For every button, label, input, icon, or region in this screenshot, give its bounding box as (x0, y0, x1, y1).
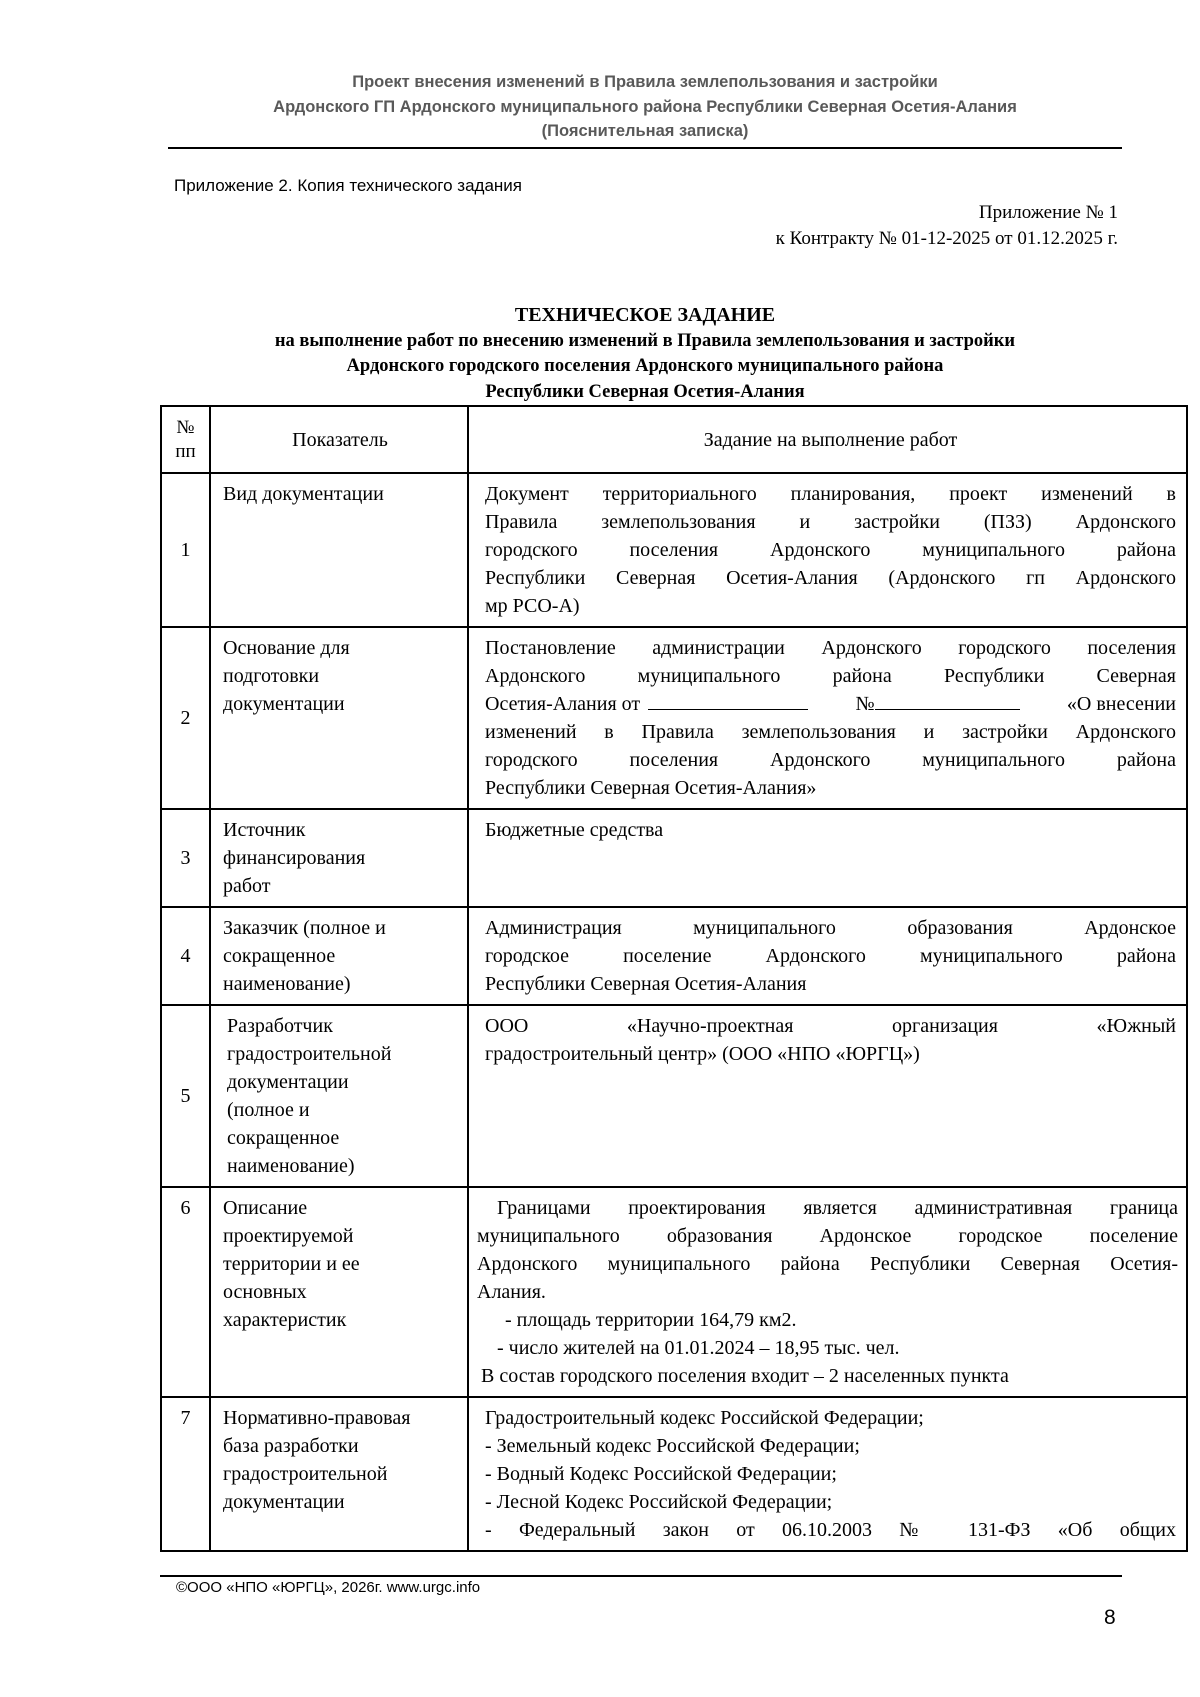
task-line: В состав городского поселения входит – 2 населенных пункта (481, 1365, 1009, 1387)
indicator-line: Источник (223, 819, 306, 841)
row-indicator (210, 809, 468, 907)
document-title (165, 303, 1125, 405)
doc-title-line-2: на выполнение работ по внесению изменений в Правила землепользования и застройки (274, 330, 1016, 351)
indicator-line: характеристик (223, 1309, 347, 1331)
contract-ref-line-2: к Контракту № 01-12-2025 от 01.12.2025 г. (775, 228, 1118, 249)
indicator-line: градостроительной (223, 1463, 388, 1485)
doc-title-line-3: Ардонского городского поселения Ардонского муниципального района (346, 356, 944, 376)
doc-title-line-1: ТЕХНИЧЕСКОЕ ЗАДАНИЕ (514, 304, 776, 326)
footer-copyright: ©ООО «НПО «ЮРГЦ», 2026г. www.urgc.info (176, 1579, 481, 1596)
contract-ref-line-1: Приложение № 1 (978, 202, 1118, 223)
indicator-line: Основание для (223, 637, 350, 659)
row-indicator (210, 1397, 468, 1551)
indicator-line: подготовки (223, 665, 320, 687)
header-num-sign: № (176, 416, 195, 438)
row-number: 5 (161, 1005, 210, 1187)
task-line: - Федеральный закон от 06.10.2003 № 131-ФЗ «Об общих (485, 1519, 1176, 1541)
indicator-line: (полное и (227, 1099, 310, 1121)
row-number: 4 (161, 907, 210, 1005)
row-task (468, 809, 1187, 907)
table-row (161, 1005, 1187, 1187)
task-line: Бюджетные средства (485, 819, 664, 841)
task-fragment: Осетия-Алания от (485, 693, 641, 715)
task-line: Документ территориального планирования, проект изменений в (485, 483, 1176, 505)
task-line: градостроительный центр» (ООО «НПО «ЮРГЦ») (485, 1043, 920, 1065)
indicator-line: документации (223, 1491, 345, 1513)
task-line: - число жителей на 01.01.2024 – 18,95 тыс. чел. (497, 1337, 900, 1359)
task-line: Республики Северная Осетия-Алания» (485, 777, 817, 799)
table-row (161, 1397, 1187, 1551)
indicator-line: документации (223, 693, 345, 715)
indicator-line: сокращенное (223, 945, 336, 967)
indicator-line: наименование) (227, 1155, 355, 1177)
number-blank (875, 691, 1020, 710)
task-line: Ардонского муниципального района Республики Северная Осетия- (477, 1253, 1178, 1275)
row-indicator (210, 907, 468, 1005)
table-row (161, 627, 1187, 809)
indicator-line: Вид документации (223, 483, 384, 505)
task-line: Границами проектирования является административная граница (497, 1197, 1178, 1219)
task-line-with-blanks (485, 690, 1176, 718)
row-task (468, 1005, 1187, 1187)
row-number: 1 (161, 473, 210, 627)
table-row (161, 1187, 1187, 1397)
task-line: - Водный Кодекс Российской Федерации; (485, 1463, 837, 1485)
task-line: Республики Северная Осетия-Алания (485, 973, 807, 995)
indicator-line: основных (223, 1281, 307, 1303)
task-line: городского поселения Ардонского муниципального района (485, 539, 1176, 561)
header-line-3: (Пояснительная записка) (541, 122, 749, 140)
date-blank (648, 691, 808, 710)
task-line: Постановление администрации Ардонского городского поселения (485, 637, 1176, 659)
page-number: 8 (1104, 1606, 1116, 1629)
task-line: ООО «Научно-проектная организация «Южный (485, 1015, 1176, 1037)
indicator-line: градостроительной (227, 1043, 392, 1065)
row-task (468, 1187, 1187, 1397)
appendix-title: Приложение 2. Копия технического задания (174, 176, 522, 195)
indicator-line: база разработки (223, 1435, 359, 1457)
indicator-line: Заказчик (полное и (223, 917, 386, 939)
task-line: Ардонского муниципального района Республики Северная (485, 665, 1176, 687)
task-line: - Земельный кодекс Российской Федерации; (485, 1435, 860, 1457)
header-line-2: Ардонского ГП Ардонского муниципального района Республики Северная Осетия-Алания (273, 97, 1017, 116)
task-line: Правила землепользования и застройки (ПЗЗ) Ардонского (485, 511, 1176, 533)
running-header (165, 70, 1125, 144)
row-number: 3 (161, 809, 210, 907)
task-line: изменений в Правила землепользования и застройки Ардонского (485, 721, 1176, 743)
task-line: - Лесной Кодекс Российской Федерации; (485, 1491, 833, 1513)
task-line: городское поселение Ардонского муниципального района (485, 945, 1176, 967)
row-number: 6 (161, 1187, 210, 1397)
task-line: муниципального образования Ардонское городское поселение (477, 1225, 1178, 1247)
row-task (468, 473, 1187, 627)
row-indicator (210, 473, 468, 627)
indicator-line: работ (223, 875, 271, 897)
table-row (161, 907, 1187, 1005)
indicator-line: Описание (223, 1197, 308, 1219)
header-num-cell (161, 406, 210, 473)
row-task (468, 907, 1187, 1005)
table-row (161, 473, 1187, 627)
row-task (468, 627, 1187, 809)
header-indicator: Показатель (210, 406, 468, 473)
header-line-1: Проект внесения изменений в Правила землепользования и застройки (352, 73, 938, 91)
task-line: Администрация муниципального образования Ардонское (485, 917, 1176, 939)
task-fragment: «О внесении (1066, 693, 1176, 715)
task-line: Градостроительный кодекс Российской Федерации; (485, 1407, 924, 1429)
contract-reference (776, 200, 1118, 252)
header-num-pp: пп (175, 440, 196, 462)
row-indicator (210, 627, 468, 809)
task-line: Алания. (477, 1281, 546, 1303)
table-header-row (161, 406, 1187, 473)
task-fragment: № (855, 693, 875, 715)
task-line: городского поселения Ардонского муниципального района (485, 749, 1176, 771)
indicator-line: финансирования (223, 847, 366, 869)
indicator-line: наименование) (223, 973, 351, 995)
indicator-line: Разработчик (227, 1015, 333, 1037)
indicator-line: Нормативно-правовая (223, 1407, 411, 1429)
indicator-line: территории и ее (223, 1253, 360, 1275)
task-line: Республики Северная Осетия-Алания (Ардонского гп Ардонского (485, 567, 1176, 589)
row-indicator (210, 1187, 468, 1397)
indicator-line: сокращенное (227, 1127, 340, 1149)
specification-table (160, 405, 1188, 1552)
header-divider (168, 147, 1122, 149)
task-line: мр РСО-А) (485, 595, 580, 617)
indicator-line: проектируемой (223, 1225, 354, 1247)
row-number: 2 (161, 627, 210, 809)
doc-title-line-4: Республики Северная Осетия-Алания (485, 381, 805, 402)
task-line: - площадь территории 164,79 км2. (505, 1309, 797, 1331)
indicator-line: документации (227, 1071, 349, 1093)
table-row (161, 809, 1187, 907)
header-task: Задание на выполнение работ (468, 406, 1187, 473)
row-task (468, 1397, 1187, 1551)
row-number: 7 (161, 1397, 210, 1551)
row-indicator (210, 1005, 468, 1187)
footer-divider (160, 1575, 1122, 1577)
